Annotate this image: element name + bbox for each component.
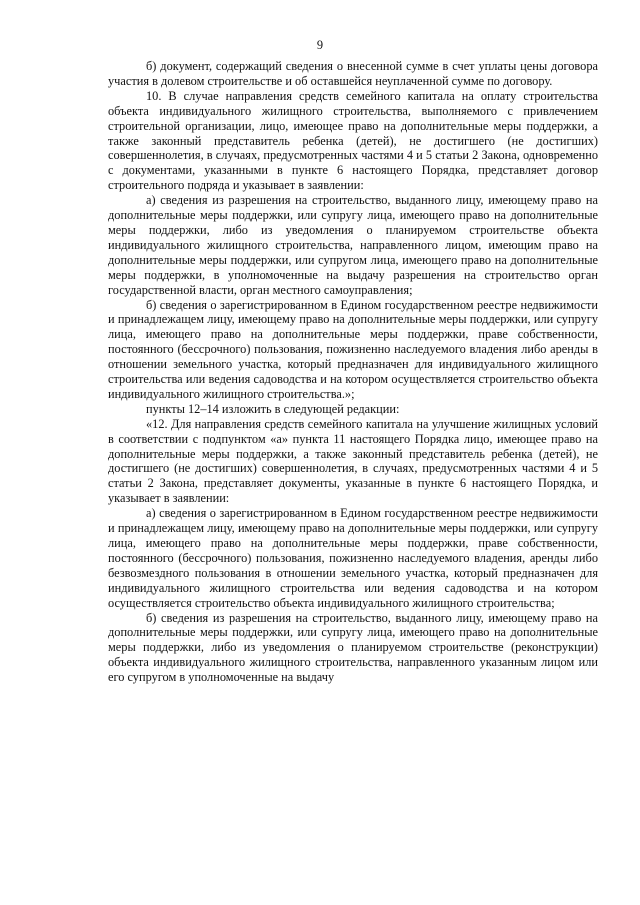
page-number: 9 (316, 38, 324, 52)
paragraph-10b: б) сведения о зарегистрированном в Едином государственном реестре недвижимости и принадлежащем лицу, имеющему право на дополнительные меры поддержки, или супругу лица, имеющего право на дополнительные меры поддержки, праве собственности, постоянного (бессрочного) пользования, пожизненно наследуемого владения либо аренды в отношении земельного участка, который предназначен для индивидуального жилищного строительства или ведения садоводства и на котором осуществляется строительство объекта индивидуального жилищного строительства.»; (108, 297, 598, 401)
document-body (108, 59, 598, 685)
paragraph-12b: б) сведения из разрешения на строительство, выданного лицу, имеющему право на дополнительные меры поддержки, или супругу лица, имеющего право на дополнительные меры поддержки, либо из уведомления о планируемом строительстве (реконструкции) объекта индивидуального жилищного строительства, направленного указанным лицом или его супругом в уполномоченные на выдачу (108, 610, 598, 685)
paragraph-12: «12. Для направления средств семейного капитала на улучшение жилищных условий в соответствии с подпунктом «а» пункта 11 настоящего Порядка лицо, имеющее право на дополнительные меры поддержки, а также законный представитель ребенка (детей), не достигшего (не достигших) совершеннолетия, в случаях, предусмотренных частями 4 и 5 статьи 2 Закона, представляет документы, указанные в пункте 6 настоящего Порядка, и указывает в заявлении: (108, 416, 598, 506)
paragraph-6b: б) документ, содержащий сведения о внесенной сумме в счет уплаты цены договора участия в долевом строительстве и об оставшейся неуплаченной сумме по договору. (108, 59, 598, 88)
paragraph-amendment-intro: пункты 12–14 изложить в следующей редакции: (146, 401, 400, 416)
paragraph-10: 10. В случае направления средств семейного капитала на оплату строительства объекта индивидуального жилищного строительства, выполняемого с привлечением строительной организации, лицо, имеющее право на дополнительные меры поддержки, а также законный представитель ребенка (детей), не достигшего (не достигших) совершеннолетия, в случаях, предусмотренных частями 4 и 5 статьи 2 Закона, одновременно с документами, указанными в пункте 6 настоящего Порядка, представляет договор строительного подряда и указывает в заявлении: (108, 88, 598, 193)
paragraph-12a: а) сведения о зарегистрированном в Едином государственном реестре недвижимости и принадлежащем лицу, имеющему право на дополнительные меры поддержки, или супругу лица, имеющего право на дополнительные меры поддержки, праве собственности, постоянного (бессрочного) пользования, пожизненно наследуемого владения, аренды либо безвозмездного пользования в отношении земельного участка, который предназначен для индивидуального жилищного строительства или ведения садоводства и на котором осуществляется строительство объекта индивидуального жилищного строительства; (108, 506, 598, 610)
paragraph-10a: а) сведения из разрешения на строительство, выданного лицу, имеющему право на дополнительные меры поддержки, или супругу лица, имеющего право на дополнительные меры поддержки, либо из уведомления о планируемом строительстве объекта индивидуального жилищного строительства, направленного лицом, имеющим право на дополнительные меры поддержки, или супругом лица, имеющего право на дополнительные меры поддержки, в уполномоченные на выдачу разрешения на строительство орган государственной власти, орган местного самоуправления; (108, 193, 598, 297)
